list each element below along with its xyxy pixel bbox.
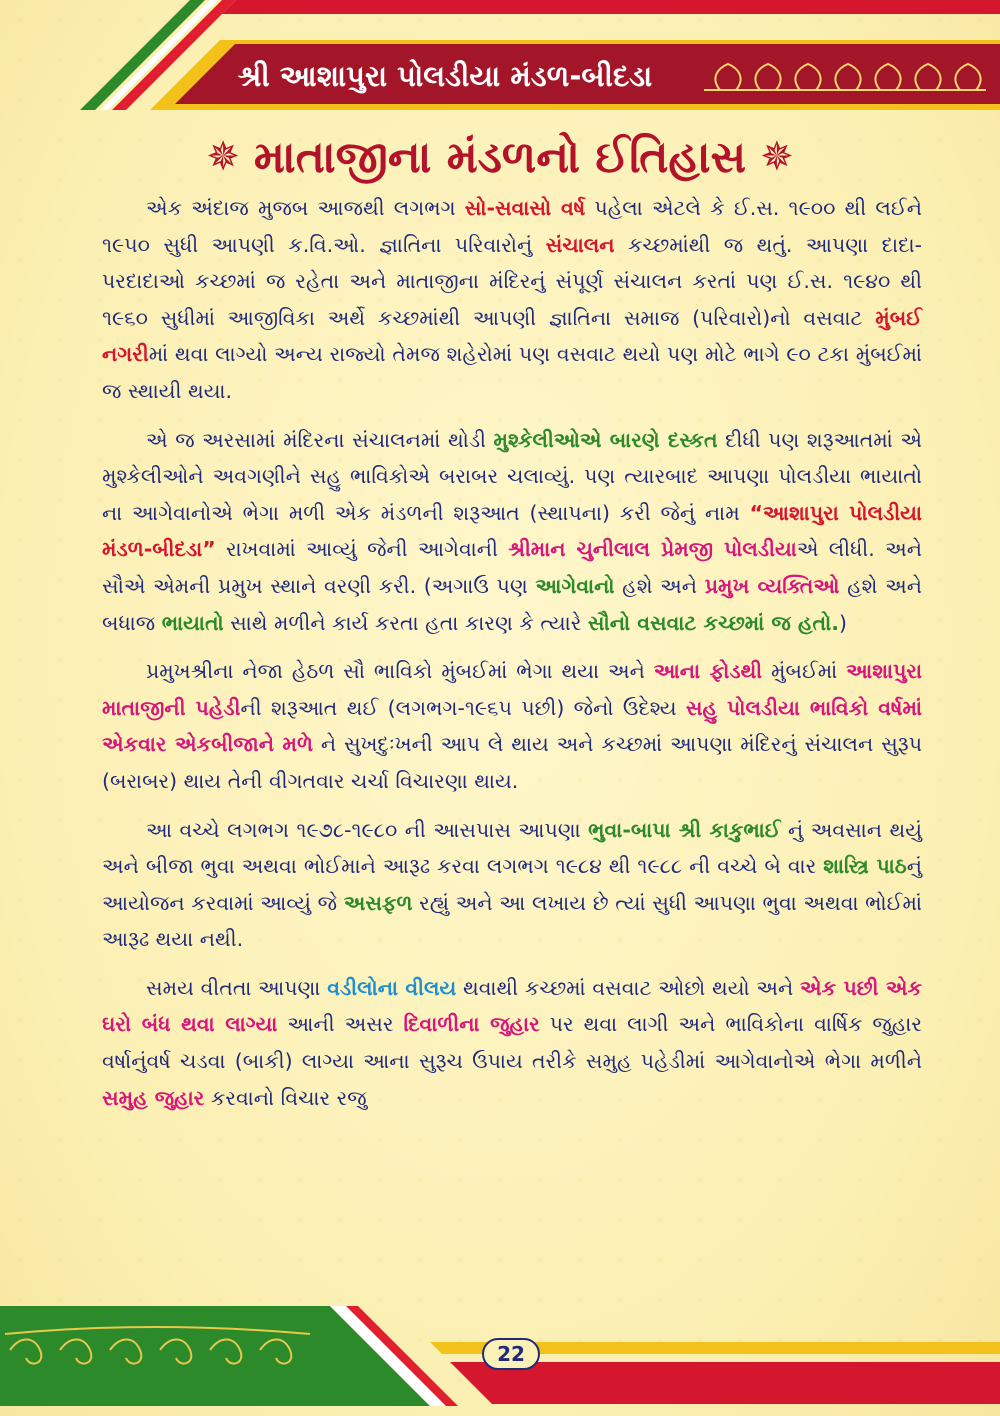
page-title	[0, 128, 1000, 186]
text-run: સમય વીતતા આપણા	[146, 975, 328, 1000]
text-run: એ જ અરસામાં મંદિરના સંચાલનમાં થોડી	[146, 427, 494, 452]
text-run: આની અસર	[277, 1012, 404, 1037]
highlight-text: “આશાપુરા પોલડીયા મંડળ-બીદડા”	[102, 500, 922, 562]
paragraph	[102, 812, 922, 958]
highlight-text: ભુવા-બાપા શ્રી કાકુભાઈ	[588, 817, 781, 842]
highlight-text: શાસ્ત્રિ પાઠ	[823, 854, 907, 879]
text-run: આ વચ્ચે લગભગ ૧૯૭૮-૧૯૮૦ ની આસપાસ આપણા	[146, 817, 589, 842]
star-ornament-icon: ✵	[206, 134, 240, 180]
text-run: દીધી પણ શરૂઆતમાં એ મુશ્કેલીઓને અવગણીને સહુ ભાવિકોએ બરાબર ચલાવ્યું. પણ ત્યારબાદ આપણા પોલડીયા ભાયાતો ના આગેવાનોએ ભેગા મળી એક મંડળની શરૂઆત (સ્થાપના) કરી જેનું નામ	[102, 427, 923, 525]
text-run: ને સુખદુઃખની આપ લે થાય અને કચ્છમાં આપણા મંદિરનું સંચાલન સુરૂપ (બરાબર) થાય તેની વીગતવાર ચર્ચા વિચારણા થાય.	[102, 732, 922, 793]
article-body	[102, 190, 922, 1128]
paragraph	[102, 422, 922, 642]
text-run: થવાથી કચ્છમાં વસવાટ ઓછો થયો અને	[456, 975, 801, 1000]
highlight-text: દિવાળીના જુહાર	[403, 1012, 540, 1037]
highlight-text: અસફળ	[343, 890, 413, 915]
highlight-text: આશાપુરા માતાજીની પહેડી	[102, 659, 923, 720]
paragraph	[102, 653, 922, 799]
paragraph	[102, 190, 922, 410]
highlight-text: મુશ્કેલીઓએ બારણે દસ્કત	[493, 427, 718, 452]
highlight-text: સો-સવાસો વર્ષ	[464, 196, 586, 220]
text-run: પહેલા એટલે કે ઈ.સ. ૧૯૦૦ થી લઈને ૧૯૫૦ સુધી આપણી ક.વિ.ઓ. જ્ઞાતિના પરિવારોનું	[102, 196, 922, 257]
text-run: માં થવા લાગ્યો અન્ય રાજ્યો તેમજ શહેરોમાં પણ વસવાટ થયો પણ મોટે ભાગે ૯૦ ટકા મુંબઈમાં જ સ્થાયી થયા.	[102, 342, 922, 403]
text-run: રાખવામાં આવ્યું જેની આગેવાની	[215, 537, 509, 562]
highlight-text: મુંબઈ નગરી	[102, 305, 922, 367]
text-run: કરવાનો વિચાર રજુ	[204, 1085, 367, 1110]
highlight-text: ભાયાતો	[161, 610, 224, 635]
text-run: મુંબઈમાં	[762, 659, 847, 684]
star-ornament-icon: ✵	[760, 134, 794, 180]
page-number: 22	[497, 1342, 525, 1366]
highlight-text: વડીલોના વીલય	[327, 975, 457, 1000]
lotus-ornament-icon	[700, 60, 990, 94]
text-run: પર થવા લાગી અને ભાવિકોના વાર્ષિક જુહાર વર્ષાનુંવર્ષ ચડવા (બાકી) લાગ્યા આના સુરૂચ ઉપાય તરીકે સમુહ પહેડીમાં આગેવાનોએ ભેગા મળીને	[102, 1012, 923, 1074]
text-run: એ લીધી. અને સૌએ એમની પ્રમુખ સ્થાને વરણી કરી. (અગાઉ પણ	[102, 537, 922, 598]
text-run: )	[839, 610, 848, 635]
text-run: હશે અને બધાજ	[102, 573, 922, 635]
header-title: શ્રી આશાપુરા પોલડીયા મંડળ-બીદડા	[237, 58, 653, 93]
text-run: હશે અને	[614, 573, 705, 598]
page-title-text: માતાજીના મંડળનો ઈતિહાસ	[253, 131, 747, 183]
highlight-text: સમુહ જુહાર	[102, 1085, 205, 1110]
text-run: રહ્યું અને આ લખાય છે ત્યાં સુધી આપણા ભુવા અથવા ભોઈમાં આરૂઢ થયા નથી.	[102, 890, 922, 952]
highlight-text: સહુ પોલડીયા ભાવિકો વર્ષમાં એકવાર એકબીજાને મળે	[102, 695, 922, 757]
highlight-text: સંચાલન	[545, 232, 615, 257]
text-run: ની શરૂઆત થઈ (લગભગ-૧૯૬૫ પછી) જેનો ઉદેશ્ય	[240, 695, 686, 720]
text-run: નું આયોજન કરવામાં આવ્યું જે	[102, 854, 922, 915]
highlight-text: એક પછી એક ઘરો બંધ થવા લાગ્યા	[102, 975, 922, 1037]
paragraph	[102, 970, 922, 1116]
text-run: એક અંદાજ મુજબ આજથી લગભગ	[146, 196, 465, 220]
text-run: પ્રમુખશ્રીના નેજા હેઠળ સૌ ભાવિકો મુંબઈમાં ભેગા થયા અને	[146, 659, 654, 684]
text-run: કચ્છમાંથી જ થતું. આપણા દાદા-પરદાદાઓ કચ્છમાં જ રહેતા અને માતાજીના મંદિરનું સંપૂર્ણ સંચાલન કરતાં પણ ઈ.સ. ૧૯૪૦ થી ૧૯૬૦ સુધીમાં આજીવિકા અર્થે કચ્છમાંથી આપણી જ્ઞાતિના સમાજ (પરિવારો)નો વસવાટ	[102, 232, 922, 330]
text-run: સાથે મળીને કાર્ય કરતા હતા કારણ કે ત્યારે	[223, 610, 588, 635]
highlight-text: પ્રમુખ વ્યક્તિઓ	[704, 573, 840, 598]
highlight-text: સૌનો વસવાટ કચ્છમાં જ હતો.	[587, 610, 840, 635]
text-run: નું અવસાન થયું અને બીજા ભુવા અથવા ભોઈમાને આરૂઢ કરવા લગભગ ૧૯૮૪ થી ૧૯૮૮ ની વચ્ચે બે વાર	[102, 817, 922, 879]
highlight-text: આના ફોડથી	[653, 659, 763, 684]
highlight-text: શ્રીમાન ચુનીલાલ પ્રેમજી પોલડીયા	[508, 537, 797, 562]
highlight-text: આગેવાનો	[535, 573, 615, 598]
